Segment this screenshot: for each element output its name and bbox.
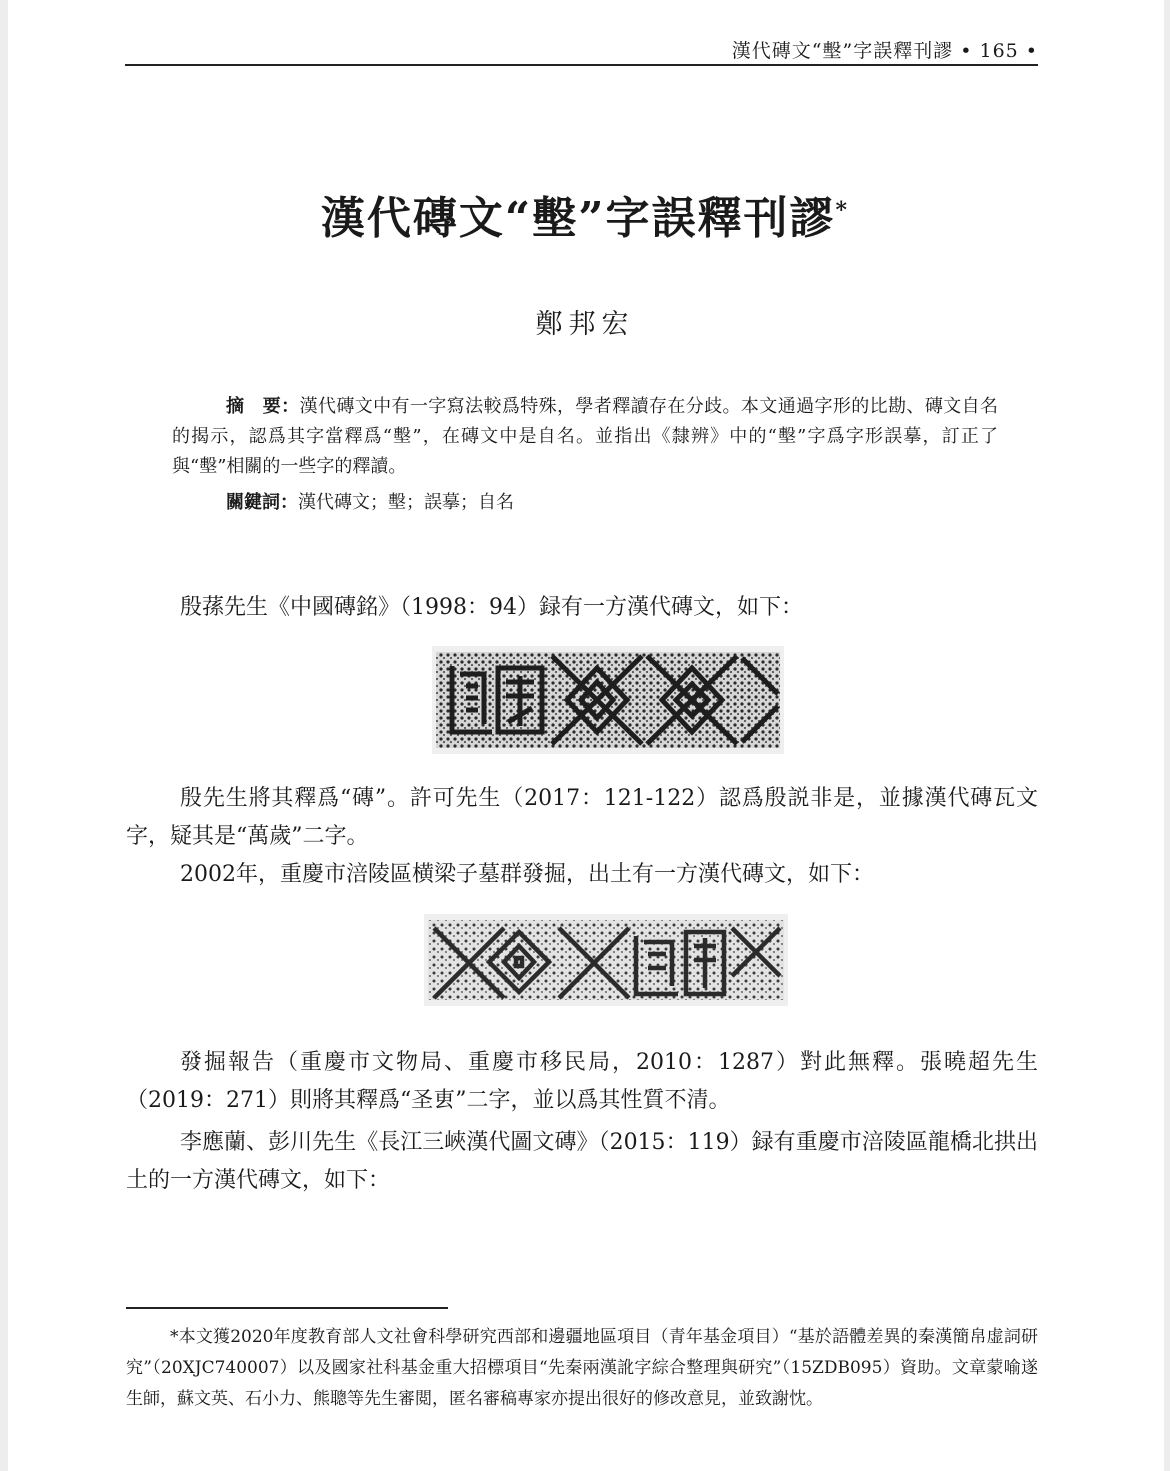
header-rule [125, 64, 1038, 66]
running-head: 漢代磚文“墼”字誤釋刊謬 • 165 • [731, 40, 1038, 62]
abstract-paragraph [172, 392, 998, 482]
abstract-text: 漢代磚文中有一字寫法較爲特殊，學者釋讀存在分歧。本文通過字形的比勘、磚文自名的揭示，認爲其字當釋爲“墼”，在磚文中是自名。並指出《隸辨》中的“墼”字爲字形誤摹，訂正了與“墼”相關的一些字的釋讀。 [172, 396, 998, 477]
keywords [226, 488, 514, 514]
body-paragraph-4: 發掘報告（重慶市文物局、重慶市移民局，2010：1287）對此無釋。張曉超先生（2019：271）則將其釋爲“圣叀”二字，並以爲其性質不清。 [126, 1050, 1038, 1113]
article-title [0, 182, 1170, 246]
brick-rubbing-image-1 [432, 646, 784, 754]
body-paragraph-5: 李應蘭、彭川先生《長江三峽漢代圖文磚》（2015：119）録有重慶市涪陵區龍橋北拱出土的一方漢代磚文，如下： [126, 1130, 1038, 1193]
title-footnote-mark: * [835, 197, 850, 224]
body-paragraph-1: 殷蓀先生《中國磚銘》（1998：94）録有一方漢代磚文，如下： [180, 595, 803, 620]
keywords-text: 漢代磚文；墼；誤摹；自名 [298, 492, 514, 513]
abstract [172, 392, 998, 482]
keywords-label: 關鍵詞： [226, 492, 298, 513]
brick-rubbing-image-2 [424, 914, 788, 1006]
body-paragraph-3: 2002年，重慶市涪陵區横梁子墓群發掘，出土有一方漢代磚文，如下： [180, 862, 874, 887]
footnote-rule [126, 1307, 448, 1309]
title-text: 漢代磚文“墼”字誤釋刊謬 [320, 193, 836, 244]
author-name: 鄭邦宏 [535, 309, 635, 340]
abstract-label: 摘 要： [226, 396, 300, 417]
body-paragraph-2: 殷先生將其釋爲“磚”。許可先生（2017：121-122）認爲殷説非是，並據漢代磚瓦文字，疑其是“萬歲”二字。 [126, 786, 1038, 849]
footnote: *本文獲2020年度教育部人文社會科學研究西部和邊疆地區項目（青年基金項目）“基於語體差異的秦漢簡帛虚詞研究”（20XJC740007）以及國家社科基金重大招標項目“先秦兩漢訛字綜合整理與研究”（15ZDB095）資助。文章蒙喻遂生師，蘇文英、石小力、熊聰等先生審閲，匿名審稿專家亦提出很好的修改意見，並致謝忱。 [126, 1327, 1038, 1409]
